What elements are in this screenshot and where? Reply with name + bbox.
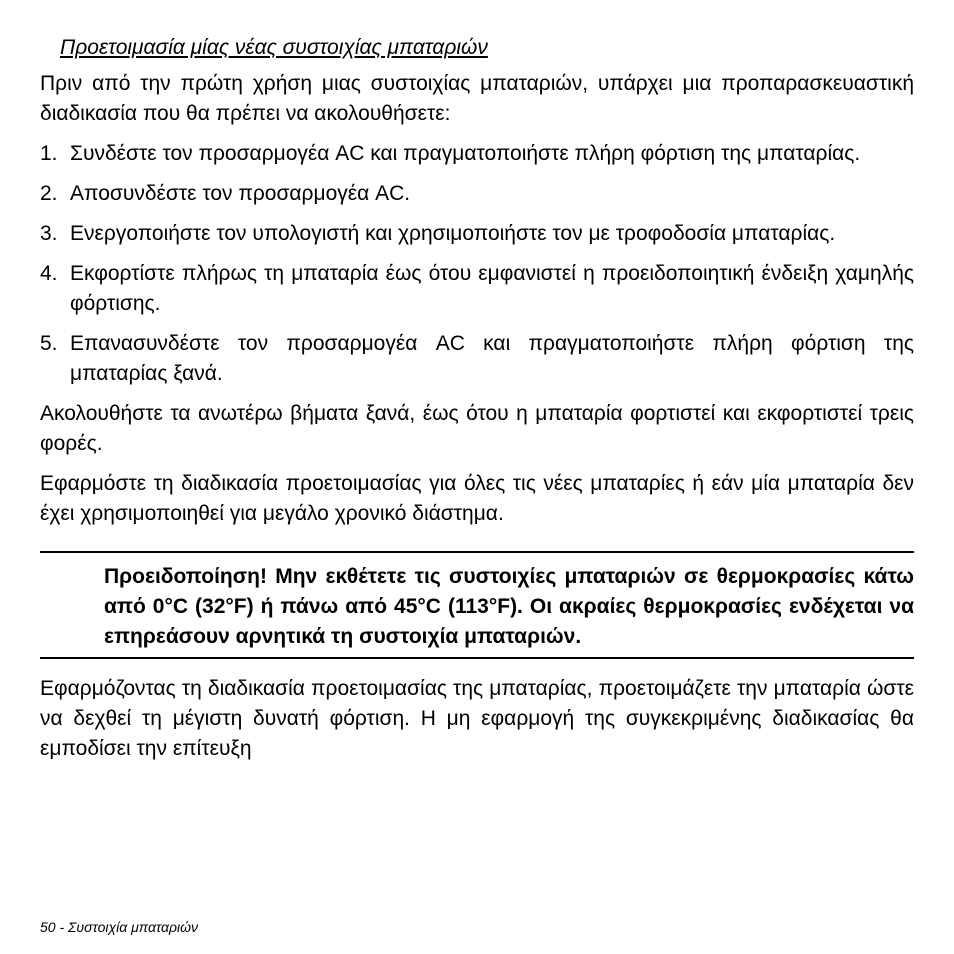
section-title: Προετοιμασία μίας νέας συστοιχίας μπαταριών: [60, 36, 488, 59]
list-item: [40, 329, 914, 389]
step-number: 4.: [40, 262, 58, 285]
page-footer: 50 - Συστοιχία μπαταριών: [40, 919, 198, 935]
document-page: [40, 33, 914, 764]
step-number: 2.: [40, 182, 58, 205]
repeat-paragraph: Ακολουθήστε τα ανωτέρω βήματα ξανά, έως ότου η μπαταρία φορτιστεί και εκφορτιστεί τρεις φορές.: [40, 402, 914, 455]
list-item: [40, 219, 914, 249]
intro-paragraph: Πριν από την πρώτη χρήση μιας συστοιχίας μπαταριών, υπάρχει μια προπαρασκευαστική διαδικασία που θα πρέπει να ακολουθήσετε:: [40, 72, 914, 125]
conditioning-paragraph: Εφαρμόζοντας τη διαδικασία προετοιμασίας της μπαταρίας, προετοιμάζετε την μπαταρία ώστε να δεχθεί τη μέγιστη δυνατή φόρτιση. Η μη εφαρμογή της συγκεκριμένης διαδικασίας θα εμποδίσει την επίτευξη: [40, 677, 914, 760]
step-text: Αποσυνδέστε τον προσαρμογέα AC.: [70, 182, 411, 205]
step-number: 3.: [40, 222, 58, 245]
warning-text: Προειδοποίηση! Μην εκθέτετε τις συστοιχίες μπαταριών σε θερμοκρασίες κάτω από 0°C (32°F) ή πάνω από 45°C (113°F). Οι ακραίες θερμοκρασίες ενδέχεται να επηρεάσουν αρνητικά τη συστοιχία μπαταριών.: [104, 565, 914, 648]
list-item: [40, 259, 914, 319]
warning-box: [40, 551, 914, 659]
step-text: Συνδέστε τον προσαρμογέα AC και πραγματοποιήστε πλήρη φόρτιση της μπαταρίας.: [70, 142, 861, 165]
step-text: Επανασυνδέστε τον προσαρμογέα AC και πραγματοποιήστε πλήρη φόρτιση της μπαταρίας ξανά.: [70, 332, 914, 385]
list-item: [40, 139, 914, 169]
apply-paragraph: Εφαρμόστε τη διαδικασία προετοιμασίας για όλες τις νέες μπαταρίες ή εάν μία μπαταρία δεν έχει χρησιμοποιηθεί για μεγάλο χρονικό διάστημα.: [40, 472, 914, 525]
steps-list: [40, 139, 914, 389]
list-item: [40, 179, 914, 209]
step-number: 5.: [40, 332, 58, 355]
step-text: Ενεργοποιήστε τον υπολογιστή και χρησιμοποιήστε τον με τροφοδοσία μπαταρίας.: [70, 222, 836, 245]
step-text: Εκφορτίστε πλήρως τη μπαταρία έως ότου εμφανιστεί η προειδοποιητική ένδειξη χαμηλής φόρτισης.: [70, 262, 914, 315]
step-number: 1.: [40, 142, 58, 165]
